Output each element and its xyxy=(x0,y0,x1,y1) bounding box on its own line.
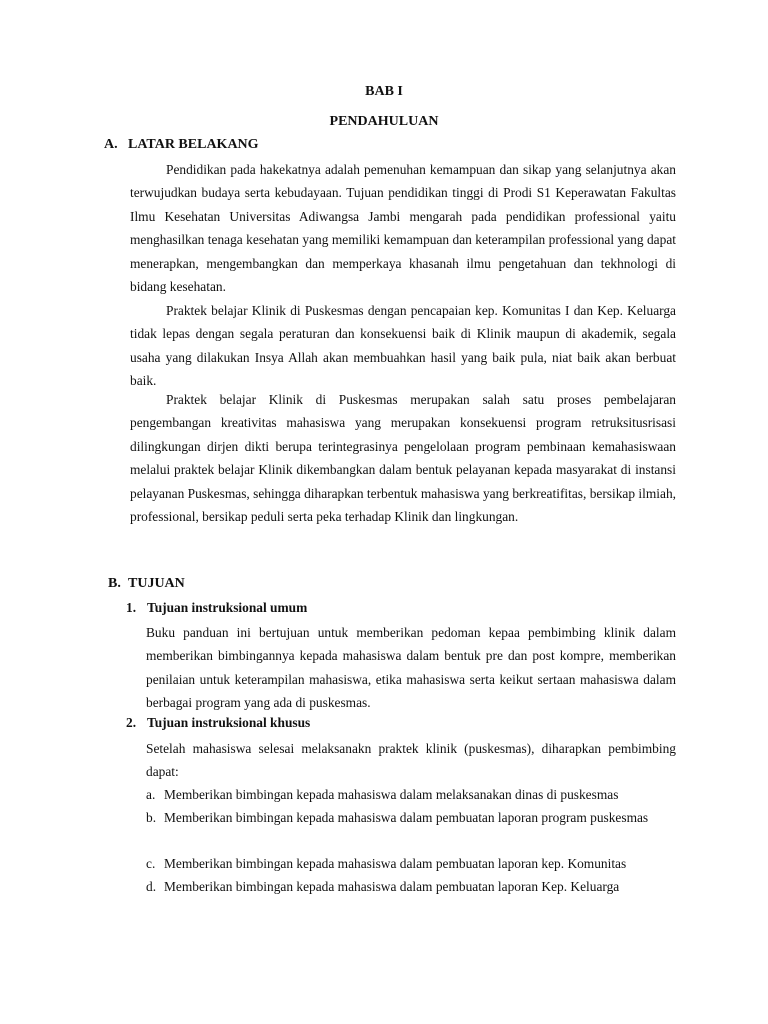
chapter-subtitle: PENDAHULUAN xyxy=(329,114,439,129)
list-item-text: Memberikan bimbingan kepada mahasiswa dalam pembuatan laporan Kep. Keluarga xyxy=(164,879,620,894)
list-item-marker: b. xyxy=(146,810,157,825)
section-a-title: LATAR BELAKANG xyxy=(128,137,259,152)
subsection-1-heading xyxy=(126,600,307,616)
section-a-paragraph-2: Praktek belajar Klinik di Puskesmas dengan pencapaian kep. Komunitas I dan Kep. Keluarga tidak lepas dengan segala peraturan dan konsekuensi baik di Klinik maupun di akademik, segala usaha yang dilakukan Insya Allah akan membuahkan hasil yang baik pula, niat baik akan berbuat baik. xyxy=(130,303,676,389)
subsection-1-marker: 1. xyxy=(126,600,137,615)
section-a-heading xyxy=(104,137,259,153)
list-item xyxy=(146,875,676,898)
list-item-text: Memberikan bimbingan kepada mahasiswa dalam pembuatan laporan program puskesmas xyxy=(164,810,649,825)
chapter-title: BAB I xyxy=(365,84,403,99)
section-b-heading xyxy=(108,576,185,592)
list-item xyxy=(146,806,676,829)
section-b-title: TUJUAN xyxy=(128,576,185,591)
section-a-paragraph-1: Pendidikan pada hakekatnya adalah pemenuhan kemampuan dan sikap yang selanjutnya akan terwujudkan budaya serta kebudayaan. Tujuan pendidikan tinggi di Prodi S1 Keperawatan Fakultas Ilmu Kesehatan Universitas Adiwangsa Jambi mengarah pada pendidikan professional yaitu menghasilkan tenaga kesehatan yang memiliki kemampuan dan keterampilan professional yang dapat menerapkan, mengembangkan dan memperkaya khasanah ilmu pengetahuan dan tekhnologi di bidang kesehatan. xyxy=(130,162,676,295)
subsection-1-title: Tujuan instruksional umum xyxy=(147,600,308,615)
subsection-2-title: Tujuan instruksional khusus xyxy=(147,715,311,730)
list-item xyxy=(146,783,676,806)
subsection-2-text: Setelah mahasiswa selesai melaksanakn praktek klinik (puskesmas), diharapkan pembimbing dapat: xyxy=(146,741,676,780)
section-a-marker: A. xyxy=(104,137,118,152)
list-item-marker: c. xyxy=(146,856,156,871)
list-item xyxy=(146,852,676,875)
section-b-marker: B. xyxy=(108,576,121,591)
subsection-2-marker: 2. xyxy=(126,715,137,730)
list-item-marker: a. xyxy=(146,787,156,802)
list-item-marker: d. xyxy=(146,879,157,894)
subsection-1-text: Buku panduan ini bertujuan untuk memberikan pedoman kepaa pembimbing klinik dalam memberikan bimbingannya kepada mahasiswa dalam bentuk pre dan post kompre, memberikan penilaian untuk keterampilan mahasiswa, etika mahasiswa serta keikut sertaan mahasiswa dalam berbagai program yang ada di puskesmas. xyxy=(146,625,676,711)
list-item-text: Memberikan bimbingan kepada mahasiswa dalam melaksanakan dinas di puskesmas xyxy=(164,787,619,802)
section-a-paragraph-3: Praktek belajar Klinik di Puskesmas merupakan salah satu proses pembelajaran pengembangan kreativitas mahasiswa yang merupakan konsekuensi program retruksitusrisasi dilingkungan dirjen dikti berupa terintegrasinya pengelolaan program pembinaan kemahasiswaan melalui praktek belajar Klinik dikembangkan dalam bentuk pelayanan kepada masyarakat di instansi pelayanan Puskesmas, sehingga diharapkan terbentuk mahasiswa yang berkreatifitas, bersikap ilmiah, professional, bersikap peduli serta peka terhadap Klinik dan lingkungan. xyxy=(130,392,676,525)
subsection-2-heading xyxy=(126,715,310,731)
list-item-text: Memberikan bimbingan kepada mahasiswa dalam pembuatan laporan kep. Komunitas xyxy=(164,856,627,871)
